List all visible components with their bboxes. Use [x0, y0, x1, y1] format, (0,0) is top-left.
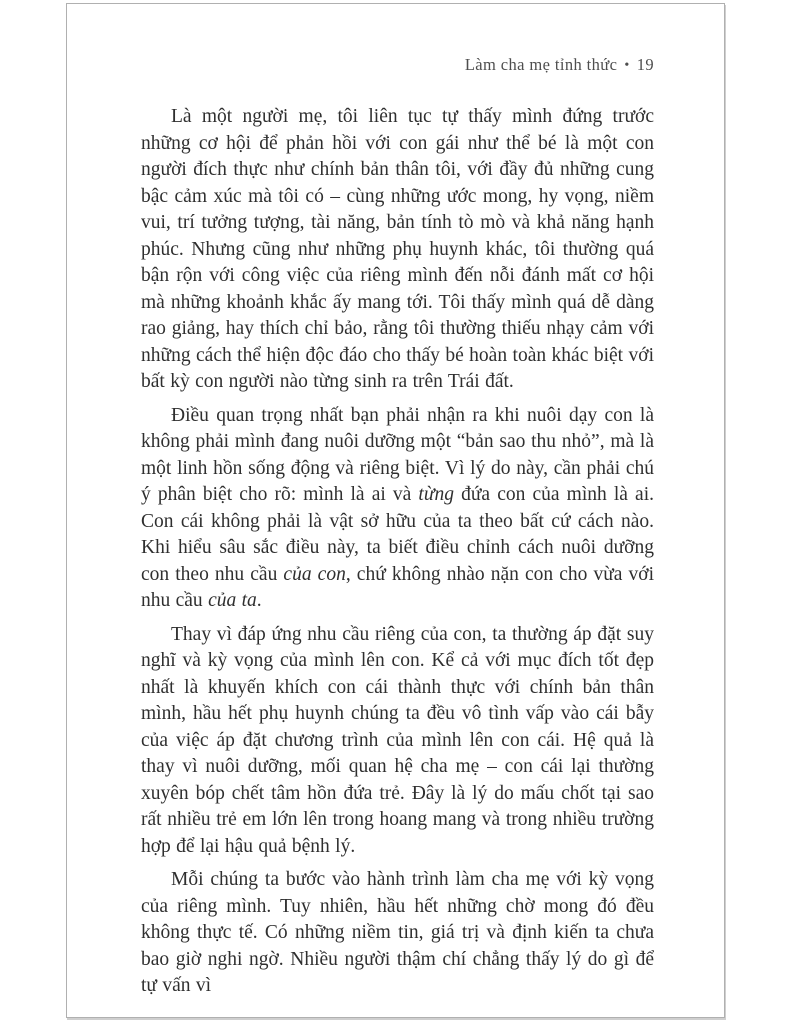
body-text: Là một người mẹ, tôi liên tục tự thấy mình đứng trước những cơ hội để phản hồi với con gái như thể bé là một con người đích thực như chính bản thân tôi, với đầy đủ những cung bậc cảm xúc mà tôi có – cùng những ước mong, hy vọng, niềm vui, trí tưởng tượng, tài năng, bản tính tò mò và khả năng hạnh phúc. Nhưng cũng như những phụ huynh khác, tôi thường quá bận rộn với công việc của riêng mình đến nỗi đánh mất cơ hội mà những khoảnh khắc ấy mang tới. Tôi thấy mình quá dễ dàng rao giảng, hay thích chỉ bảo, rằng tôi thường thiếu nhạy cảm với những cách thể hiện độc đáo cho thấy bé hoàn toàn khác biệt với bất kỳ con người nào từng sinh ra trên Trái đất.	[141, 106, 654, 392]
body-text: , chứ không nhào nặn con cho vừa với nhu cầu	[141, 563, 654, 611]
paragraph	[141, 622, 654, 861]
body-text: .	[256, 590, 262, 611]
emphasized-text: của ta	[208, 590, 257, 611]
emphasized-text: của con	[283, 563, 346, 585]
body-text: Điều quan trọng nhất bạn phải nhận ra khi nuôi dạy con là không phải mình đang nuôi dưỡng một “bản sao thu nhỏ”, mà là một linh hồn sống động và riêng biệt. Vì lý do này, cần phải chú ý phân biệt cho rõ: mình là ai và	[141, 404, 654, 505]
emphasized-text: từng	[418, 484, 454, 505]
running-header	[67, 54, 724, 77]
running-header-title: Làm cha mẹ tỉnh thức	[464, 55, 618, 74]
body-text: đứa con của mình là ai. Con cái không phải là vật sở hữu của ta theo bất cứ cách nào. Khi hiểu sâu sắc điều này, ta biết điều chỉnh cách nuôi dưỡng con theo nhu cầu	[141, 484, 654, 585]
paragraph	[141, 104, 654, 396]
page-number: 19	[636, 55, 654, 74]
body-text: Mỗi chúng ta bước vào hành trình làm cha mẹ với kỳ vọng của riêng mình. Tuy nhiên, hầu hết những chờ mong đó đều không thực tế. Có những niềm tin, giá trị và định kiến ta chưa bao giờ nghi ngờ. Nhiều người thậm chí chẳng thấy lý do gì để tự vấn vì	[141, 869, 654, 996]
book-page	[66, 3, 725, 1018]
paragraph	[141, 867, 654, 1000]
header-bullet-separator: •	[624, 58, 630, 73]
body-text: Thay vì đáp ứng nhu cầu riêng của con, ta thường áp đặt suy nghĩ và kỳ vọng của mình lên con. Kể cả với mục đích tốt đẹp nhất là khuyến khích con cái thành thực với chính bản thân mình, hầu hết phụ huynh chúng ta đều vô tình vấp vào cái bẫy của việc áp đặt chương trình của mình lên con cái. Hệ quả là thay vì nuôi dưỡng, mối quan hệ cha mẹ – con cái lại thường xuyên bóp chết tâm hồn đứa trẻ. Đây là lý do mấu chốt tại sao rất nhiều trẻ em lớn lên trong hoang mang và trong nhiều trường hợp để lại hậu quả bệnh lý.	[141, 623, 654, 857]
paragraph	[141, 403, 654, 615]
text-block	[141, 104, 654, 1000]
